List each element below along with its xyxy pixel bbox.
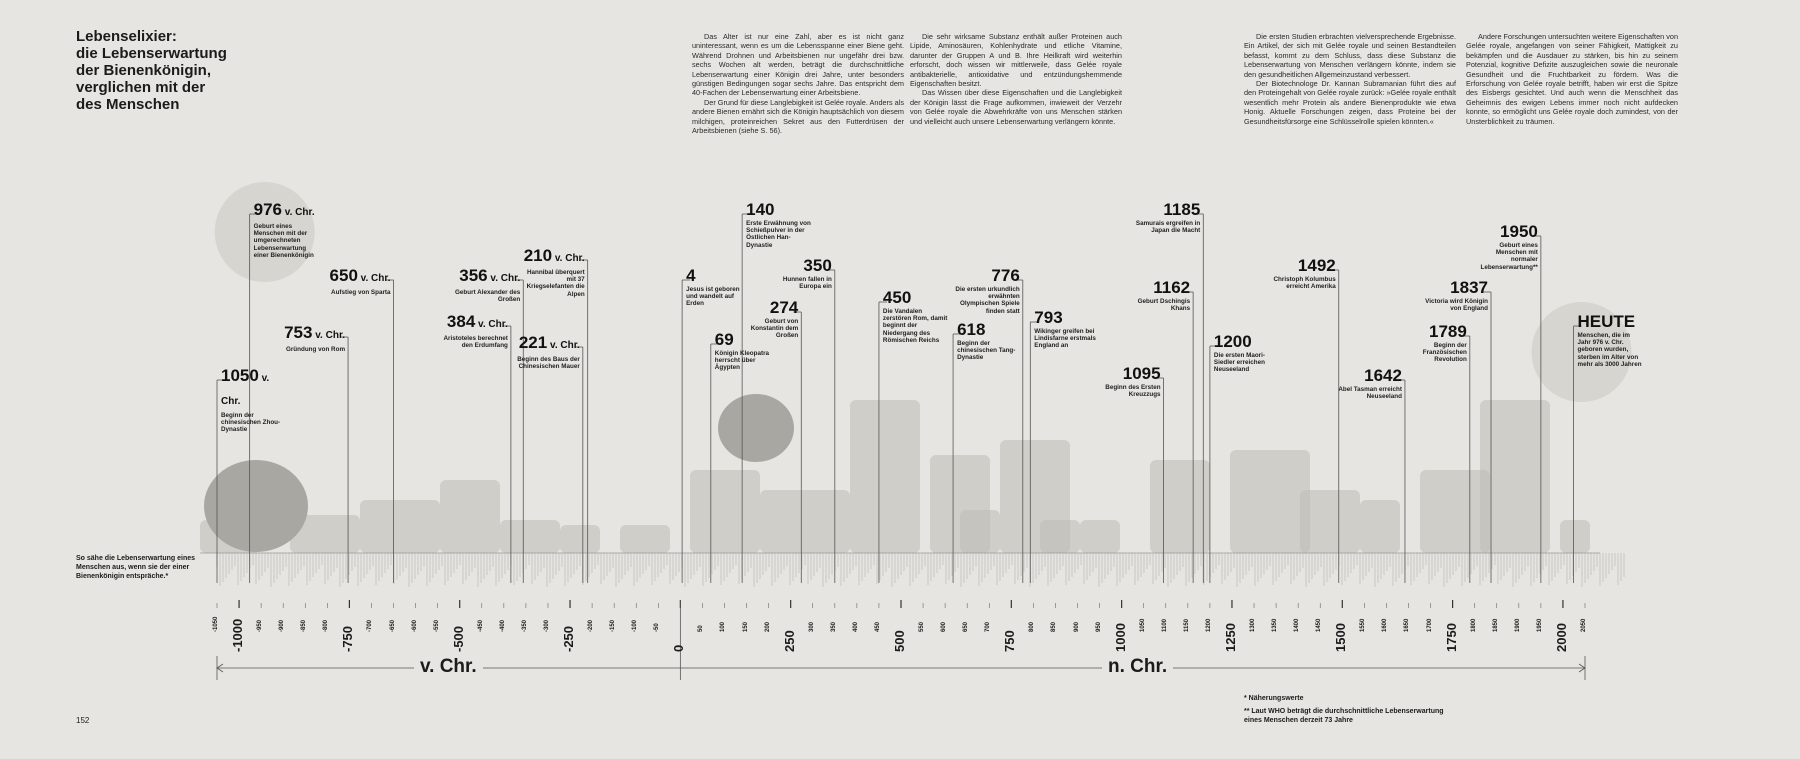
era-label-ad: n. Chr.: [1102, 656, 1173, 678]
axis-major-label: 1250: [1222, 623, 1238, 652]
event-year: 1162: [1153, 278, 1191, 297]
paragraph: Der Biotechnologe Dr. Kannan Subramanian führt dies auf den Proteingehalt von Gelée royale zurück: »Gelée royale enthält wesentlich mehr Protein als andere Bienenprodukte wie etwa Honig. Aktuelle Forschungen zeigen, dass Proteine bei der Gesundheitsfürsorge eine Schlüsselrolle spielen könnten.«: [1244, 79, 1456, 126]
footnote-1: * Näherungswerte: [1244, 695, 1304, 702]
axis-minor-label: 1100: [1161, 618, 1168, 632]
paragraph: Die ersten Studien erbrachten vielversprechende Ergebnisse. Ein Artikel, der sich mit Gelée royale und seinen Bestandteilen befasst, kommt zu dem Schluss, dass diese Substanz die Lebenserwartung von Menschen verlängern könnte, indem sie den gesundheitlichen Allgemeinzustand verbessert.: [1244, 32, 1456, 79]
event-year: 1837: [1450, 278, 1488, 297]
event-description: Hannibal überquert mit 37 Kriegselefanten die Alpen: [526, 269, 585, 298]
axis-major-label: -750: [340, 625, 356, 652]
timeline-event: [519, 246, 585, 298]
timeline-event: [1270, 256, 1336, 290]
axis-minor-label: 300: [808, 621, 815, 632]
axis-minor-label: 1650: [1404, 618, 1411, 632]
timeline-event: [325, 266, 391, 296]
event-year: 4: [686, 266, 696, 285]
timeline-event: [1401, 322, 1467, 364]
timeline-event: [442, 312, 508, 349]
event-description: Geburt Alexander des Großen: [455, 289, 521, 304]
event-year-suffix: v. Chr.: [547, 340, 580, 351]
event-year: 1642: [1364, 366, 1402, 385]
axis-minor-label: 200: [764, 621, 771, 632]
timeline-event: [1034, 308, 1100, 350]
event-description: Victoria wird Königin von England: [1425, 298, 1488, 313]
event-year: HEUTE: [1577, 312, 1636, 331]
event-year: 618: [957, 320, 986, 339]
event-year: 976 v. Chr.: [253, 200, 315, 219]
axis-major-label: 1750: [1443, 623, 1459, 652]
axis-minor-label: 1450: [1316, 618, 1323, 632]
axis-major-label: -250: [561, 625, 577, 652]
event-year: 1185: [1163, 200, 1201, 219]
axis-minor-label: 700: [985, 621, 992, 632]
silhouette-shape: [960, 510, 1000, 553]
event-description: Die ersten Maori-Siedler erreichen Neuseeland: [1213, 352, 1265, 374]
axis-minor-label: 1150: [1183, 618, 1190, 632]
silhouette-shape: [1080, 520, 1120, 553]
timeline-event: [746, 200, 812, 249]
axis-minor-label: 1350: [1272, 618, 1279, 632]
axis-minor-label: 550: [919, 621, 926, 632]
event-year: 753 v. Chr.: [284, 323, 346, 342]
axis-minor-label: -1050: [213, 616, 219, 632]
timeline-event: [221, 366, 287, 434]
axis-minor-label: -850: [301, 619, 308, 632]
event-description: Beginn der chinesischen Zhou-Dynastie: [221, 412, 281, 434]
timeline-event: [1124, 278, 1190, 312]
axis-major-label: 250: [781, 630, 797, 652]
axis-minor-label: 1400: [1294, 618, 1301, 632]
page-title: Lebenselixier: die Lebenserwartung der Bienenkönigin, verglichen mit der des Menschen: [76, 28, 227, 113]
axis-minor-label: -900: [279, 619, 286, 632]
timeline-event: [1422, 278, 1488, 312]
event-year: 384 v. Chr.: [446, 312, 508, 331]
event-year-suffix: v. Chr.: [487, 273, 521, 284]
event-description: Königin Kleopatra herrscht über Ägypten: [714, 350, 770, 372]
paragraph: Die sehr wirksame Substanz enthält außer Proteinen auch Lipide, Aminosäuren, Kohlenhydrate und etliche Vitamine, darunter der Gruppen A und B. Ihre Heilkraft wird weiterhin erforscht, doch wissen wir mittlerweile, dass Gelée royale antibakterielle, antioxidative und entzündungshemmende Eigenschaften besitzt.: [910, 32, 1122, 89]
event-year: 1095: [1122, 364, 1161, 383]
event-description: Wikinger greifen bei Lindisfarne erstmals England an: [1034, 328, 1096, 350]
event-year-suffix: v. Chr.: [282, 207, 315, 218]
silhouette-shape: [360, 500, 440, 553]
axis-minor-label: 50: [698, 625, 705, 632]
timeline-event: [1578, 312, 1644, 368]
axis-minor-label: 1550: [1360, 618, 1367, 632]
event-year: 356 v. Chr.: [459, 266, 521, 285]
event-description: Geburt von Konstantin dem Großen: [750, 318, 799, 340]
timeline-event: [1095, 364, 1161, 398]
event-year-suffix: v. Chr.: [475, 319, 508, 330]
event-description: Geburt eines Menschen mit der umgerechneten Lebenserwartung einer Bienenkönigin: [253, 223, 314, 259]
paragraph: Das Wissen über diese Eigenschaften und die Langlebigkeit der Königin lässt die Frage aufkommen, inwieweit der Verzehr von Gelée royale die Abwehrkräfte von uns Menschen stärken und vielleicht auch unsere Lebenserwartung verlängern könnte.: [910, 88, 1122, 126]
event-description: Gründung von Rom: [285, 346, 346, 353]
axis-minor-label: -950: [257, 619, 264, 632]
silhouette-shape: [1230, 450, 1310, 553]
axis-minor-label: 1050: [1139, 618, 1146, 632]
event-description: Hunnen fallen in Europa ein: [782, 276, 832, 291]
paragraph: Das Alter ist nur eine Zahl, aber es ist nicht ganz uninteressant, wenn es um die Lebensspanne einer Biene geht. Während Drohnen und Arbeitsbienen nur ungefähr drei bzw. sechs Wochen alt werden, beträgt die durchschnittliche Lebenserwartung einer Königin drei Jahre, unter besonders günstigen Bedingungen sogar sechs Jahre. Das entspricht dem 40-Fachen der Lebenserwartung einer Arbeitsbiene.: [692, 32, 904, 98]
timeline-event: [254, 200, 320, 259]
axis-major-label: 2000: [1553, 623, 1569, 652]
event-description: Erste Erwähnung von Schießpulver in der Östlichen Han-Dynastie: [746, 220, 811, 249]
event-year: 450: [882, 288, 912, 307]
baby-image: [204, 460, 308, 552]
silhouette-shape: [1300, 490, 1360, 553]
axis-minor-label: -800: [323, 619, 330, 632]
axis-major-label: -500: [450, 625, 466, 652]
timeline-event: [957, 320, 1023, 362]
event-description: Geburt eines Menschen mit normaler Lebenserwartung**: [1480, 242, 1538, 271]
silhouette-shape: [760, 490, 850, 553]
axis-minor-label: 900: [1073, 621, 1080, 632]
axis-minor-label: -550: [433, 619, 440, 632]
axis-minor-label: -300: [543, 619, 550, 632]
axis-minor-label: 800: [1029, 621, 1036, 632]
event-year-suffix: v. Chr.: [312, 330, 346, 341]
axis-minor-label: 950: [1095, 621, 1102, 632]
event-description: Abel Tasman erreicht Neuseeland: [1338, 386, 1402, 401]
event-year: 793: [1034, 308, 1063, 327]
silhouette-shape: [1420, 470, 1490, 553]
axis-minor-label: -450: [477, 619, 484, 632]
timeline-event: [883, 288, 949, 344]
bee-life-note: So sähe die Lebenserwartung eines Menschen aus, wenn sie der einer Bienenkönigin entspräche.*: [76, 555, 196, 580]
silhouette-shape: [620, 525, 670, 553]
axis-minor-label: 2050: [1581, 618, 1587, 632]
silhouette-shape: [500, 520, 560, 553]
event-year: 210 v. Chr.: [523, 246, 585, 265]
silhouette-shape: [1150, 460, 1210, 553]
axis-minor-label: -700: [367, 619, 374, 632]
event-description: Jesus ist geboren und wandelt auf Erden: [686, 286, 740, 308]
event-year: 1789: [1428, 322, 1467, 341]
axis-minor-label: 450: [874, 621, 881, 632]
axis-minor-label: 600: [941, 621, 948, 632]
timeline-event: [766, 256, 832, 290]
event-description: Samurais ergreifen in Japan die Macht: [1135, 220, 1201, 235]
event-description: Beginn der Französischen Revolution: [1422, 342, 1467, 364]
axis-minor-label: 1900: [1514, 618, 1521, 632]
silhouette-shape: [440, 480, 500, 553]
event-year: 650 v. Chr.: [329, 266, 391, 285]
silhouette-shape: [1360, 500, 1400, 553]
event-year: 1492: [1297, 256, 1336, 275]
footnote-2: ** Laut WHO beträgt die durchschnittliche Lebenserwartung eines Menschen derzeit 73 Jahre: [1244, 708, 1444, 724]
timeline-event: [732, 298, 798, 340]
timeline-event: [454, 266, 520, 303]
axis-minor-label: -650: [389, 619, 396, 632]
axis-major-label: 1500: [1333, 623, 1349, 652]
axis-minor-label: 1800: [1470, 618, 1477, 632]
axis-major-label: 1000: [1112, 623, 1128, 652]
event-description: Beginn der chinesischen Tang-Dynastie: [957, 340, 1016, 362]
axis-minor-label: 1950: [1536, 618, 1543, 632]
event-year-suffix: v. Chr.: [552, 253, 585, 264]
silhouette-shape: [1040, 520, 1080, 553]
axis-minor-label: 1200: [1205, 618, 1212, 632]
axis-minor-label: 400: [852, 621, 859, 632]
event-description: Beginn des Ersten Kreuzzugs: [1105, 384, 1161, 399]
timeline-event: [514, 333, 580, 370]
event-year: 1950: [1500, 222, 1538, 241]
event-description: Christoph Kolumbus erreicht Amerika: [1273, 276, 1336, 291]
axis-minor-label: -350: [521, 619, 528, 632]
axis-minor-label: 100: [720, 621, 727, 632]
event-year: 69: [714, 330, 734, 349]
axis-major-label: -1000: [230, 618, 246, 652]
silhouette-shape: [690, 470, 760, 553]
timeline-event: [1336, 366, 1402, 400]
axis-minor-label: 650: [963, 621, 970, 632]
axis-minor-label: -100: [632, 619, 639, 632]
timeline-event: [1214, 332, 1280, 374]
explosion-image: [718, 394, 794, 462]
axis-minor-label: 150: [742, 621, 749, 632]
silhouette-shape: [850, 400, 920, 553]
era-label-bc: v. Chr.: [414, 656, 483, 678]
axis-minor-label: 1300: [1250, 618, 1257, 632]
timeline-event: [1472, 222, 1538, 271]
timeline-event: [954, 266, 1020, 315]
axis-minor-label: -200: [588, 619, 595, 632]
paragraph: Der Grund für diese Langlebigkeit ist Gelée royale. Anders als andere Bienen ernährt sich die Königin hauptsächlich von diesem milchigen, proteinreichen Sekret aus den Futterdrüsen der Arbeitsbienen (siehe S. 56).: [692, 97, 904, 136]
axis-minor-label: -150: [610, 619, 617, 632]
event-year: 221 v. Chr.: [518, 333, 580, 352]
timeline-event: [279, 323, 345, 353]
event-description: Beginn des Baus der Chinesischen Mauer: [517, 356, 580, 371]
silhouette-shape: [1560, 520, 1590, 553]
axis-minor-label: 350: [830, 621, 837, 632]
axis-minor-label: -50: [654, 623, 661, 632]
silhouette-shape: [1480, 400, 1550, 553]
axis-minor-label: 850: [1051, 621, 1058, 632]
event-description: Menschen, die im Jahr 976 v. Chr. geboren wurden, sterben im Alter von mehr als 3000 Jahren: [1577, 332, 1642, 368]
silhouette-shape: [560, 525, 600, 553]
event-year: 776: [991, 266, 1020, 285]
event-year-suffix: v. Chr.: [221, 373, 270, 407]
event-description: Aristoteles berechnet den Erdumfang: [443, 335, 508, 350]
axis-major-label: 750: [1002, 630, 1018, 652]
event-description: Die ersten urkundlich erwähnten Olympischen Spiele finden statt: [955, 286, 1020, 315]
axis-major-label: 500: [892, 630, 907, 652]
page-number: 152: [76, 716, 90, 725]
timeline-event: [1134, 200, 1200, 234]
event-year: 140: [746, 200, 775, 219]
axis-minor-label: 1600: [1382, 618, 1389, 632]
axis-minor-label: -400: [499, 619, 506, 632]
event-year: 1200: [1213, 332, 1252, 351]
event-description: Aufstieg von Sparta: [331, 289, 391, 296]
event-year: 350: [803, 256, 832, 275]
event-year: 1050 v. Chr.: [221, 366, 270, 407]
axis-minor-label: 1700: [1426, 618, 1433, 632]
axis-minor-label: 1850: [1492, 618, 1499, 632]
event-description: Geburt Dschingis Khans: [1137, 298, 1191, 313]
event-year-suffix: v. Chr.: [357, 273, 391, 284]
axis-major-label: 0: [671, 644, 687, 652]
event-description: Die Vandalen zerstören Rom, damit beginnt der Niedergang des Römischen Reichs: [882, 308, 948, 344]
paragraph: Andere Forschungen untersuchten weitere Eigenschaften von Gelée royale, angefangen von seiner Fähigkeit, Mattigkeit zu bekämpfen und die Ausdauer zu stärken, bis hin zu seinem Potenzial, kognitive Defizite auszugleichen sowie die neuronale Gesundheit und die Fruchtbarkeit zu fördern. Was die Erforschung von Gelée royale betrifft, haben wir erst die Spitze des Eisbergs gesichtet. Und auch wenn die Menschheit das Geheimnis des ewigen Lebens immer noch nicht aufdecken konnte, so ermöglicht uns Gelée royale doch zumindest, von der Unsterblichkeit zu träumen.: [1466, 32, 1678, 126]
event-year: 274: [769, 298, 799, 317]
axis-minor-label: -600: [411, 619, 418, 632]
